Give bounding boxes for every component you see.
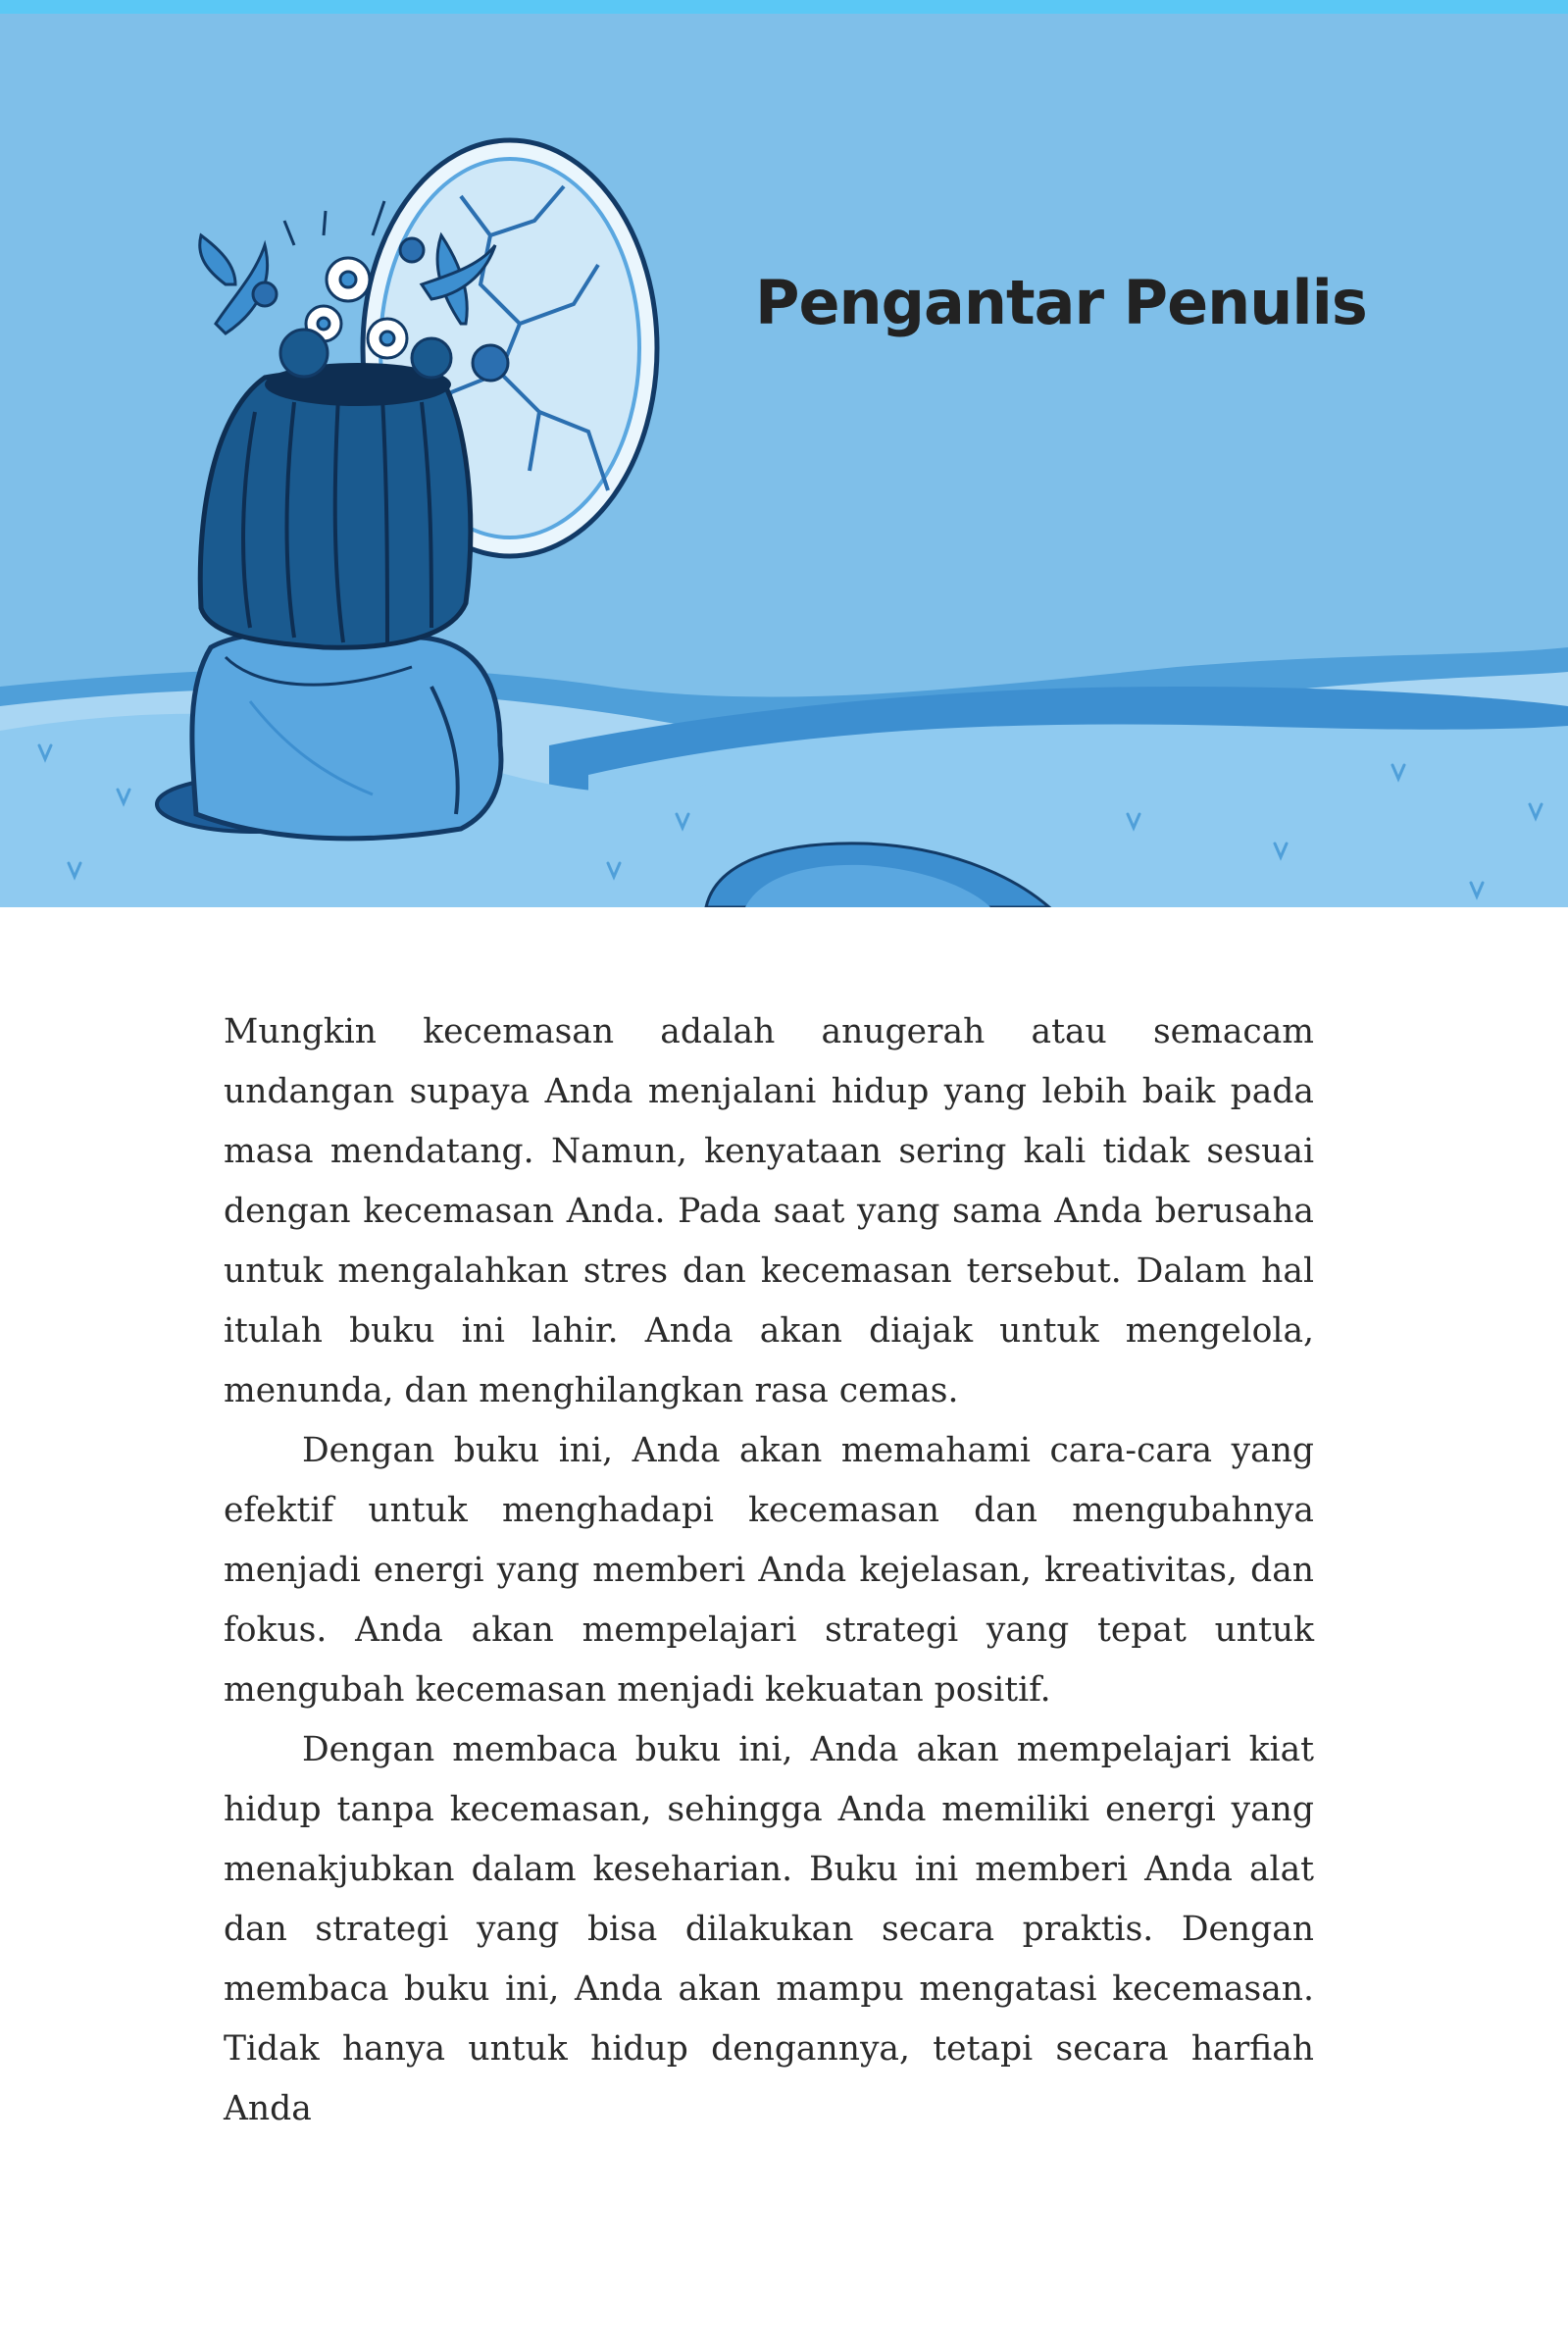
paragraph-3: Dengan membaca buku ini, Anda akan mempelajari kiat hidup tanpa kecemasan, sehingga Anda memiliki energi yang menakjubkan dalam keseharian. Buku ini memberi Anda alat dan strategi yang bisa dilakukan secara praktis. Dengan membaca buku ini, Anda akan mampu mengatasi kecemasan. Tidak hanya untuk hidup dengannya, tetapi secara harfiah Anda xyxy=(224,1730,1314,2128)
chapter-title: Pengantar Penulis xyxy=(755,267,1367,338)
paragraph-1: Mungkin kecemasan adalah anugerah atau semacam undangan supaya Anda menjalani hidup yang lebih baik pada masa mendatang. Namun, kenyataan sering kali tidak sesuai dengan kecemasan Anda. Pada saat yang sama Anda berusaha untuk mengalahkan stres dan kecemasan tersebut. Dalam hal itulah buku ini lahir. Anda akan diajak untuk mengelola, menunda, dan menghilangkan rasa cemas. xyxy=(224,1012,1314,1410)
chapter-header-illustration xyxy=(0,0,1568,907)
body-text xyxy=(224,1002,1314,2139)
top-band xyxy=(0,0,1568,14)
shirt xyxy=(192,631,501,838)
illustration-scene xyxy=(0,0,1568,907)
paragraph-2: Dengan buku ini, Anda akan memahami cara-cara yang efektif untuk menghadapi kecemasan dan mengubahnya menjadi energi yang memberi Anda kejelasan, kreativitas, dan fokus. Anda akan mempelajari strategi yang tepat untuk mengubah kecemasan menjadi kekuatan positif. xyxy=(224,1431,1314,1710)
